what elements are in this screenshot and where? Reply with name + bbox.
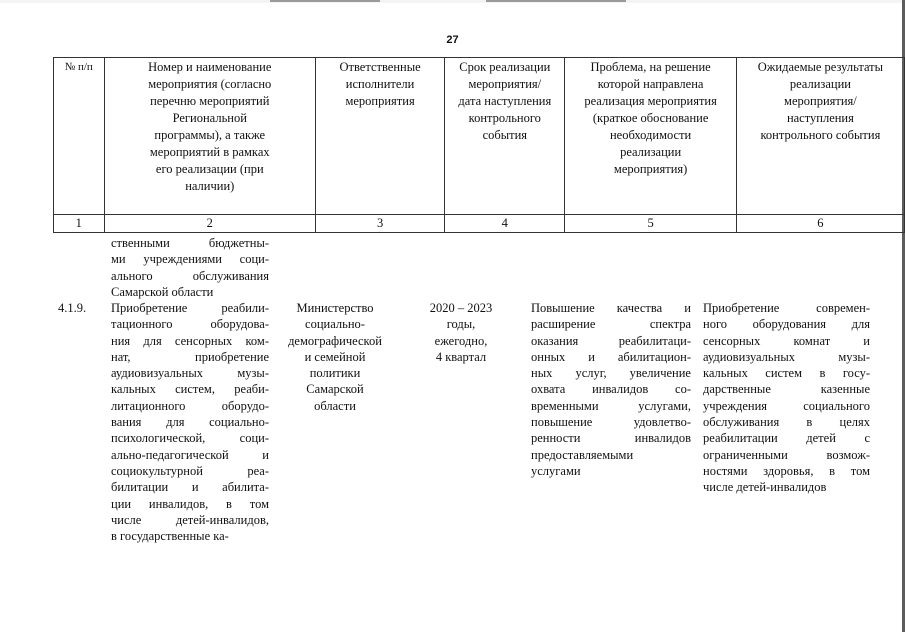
text-line: наличии) <box>185 179 235 193</box>
text-line: Приобретение современ- <box>703 301 870 315</box>
text-line: реализации <box>620 145 682 159</box>
text-line: вания для социально- <box>111 415 269 430</box>
text-line: наступления <box>786 111 854 125</box>
text-line: сенсорных комнат и <box>703 333 870 348</box>
text-line: ции инвалидов, в том <box>111 496 269 511</box>
text-line: социально- <box>305 317 365 332</box>
text-line: мероприятий в рамках <box>149 145 270 159</box>
text-line: мероприятия/ <box>468 77 542 91</box>
scan-edge-mark <box>270 0 380 2</box>
header-term <box>445 58 565 215</box>
text-line: перечню мероприятий <box>150 94 270 108</box>
text-line: Ответственные <box>339 60 421 74</box>
column-number: 6 <box>736 215 904 233</box>
text-line: Региональной <box>172 111 247 125</box>
text-line: Срок реализации <box>459 60 551 74</box>
text-line: контрольного <box>468 111 541 125</box>
text-line: дарственные казенные <box>703 382 870 397</box>
text-line: билитации и абилита- <box>111 480 269 495</box>
text-line: 2020 – 2023 <box>429 301 493 315</box>
text-line: аудиовизуальных музы- <box>703 349 870 364</box>
text-line: (краткое обоснование <box>592 111 709 125</box>
text-line: социокультурной реа- <box>111 463 269 478</box>
text-line: которой направлена <box>597 77 704 91</box>
text-line: ных услуг, увеличение <box>531 366 691 381</box>
text-line: Повышение качества и <box>531 301 691 315</box>
text-line: временными услугами, <box>531 398 691 413</box>
term-text <box>405 300 517 365</box>
column-number: 2 <box>104 215 315 233</box>
executor-text <box>279 300 391 414</box>
scan-top-edge <box>0 0 905 3</box>
text-line: ежегодно, <box>434 333 488 348</box>
page-number: 27 <box>446 34 459 46</box>
text-line: числе детей-инвалидов, <box>111 512 269 527</box>
text-line: охвата инвалидов со- <box>531 382 691 397</box>
text-line: реализация мероприятия <box>584 94 717 108</box>
text-line: мероприятия/ <box>784 94 857 108</box>
scan-edge-mark <box>486 0 626 2</box>
header-executors <box>315 58 444 215</box>
text-line: кальных систем в госу- <box>703 366 870 381</box>
text-line: литационного оборудо- <box>111 398 269 413</box>
text-line: услугами <box>531 463 581 478</box>
text-line: исполнители <box>345 77 415 91</box>
text-line: ния для сенсорных ком- <box>111 333 269 348</box>
text-line: мероприятия) <box>613 162 688 176</box>
text-line: ограниченными возмож- <box>703 447 870 462</box>
text-line: ально-педагогической и <box>111 447 269 462</box>
header-problem <box>565 58 736 215</box>
text-line: повышение удовлетво- <box>531 415 691 430</box>
header-results <box>736 58 904 215</box>
text-line: 4 квартал <box>435 349 487 364</box>
text-line: предоставляемыми <box>531 447 634 462</box>
event-name-text <box>111 300 269 544</box>
text-line: числе детей-инвалидов <box>703 480 827 495</box>
text-line: аудиовизуальных музы- <box>111 366 269 381</box>
text-line: Приобретение реабили- <box>111 301 269 315</box>
text-line: в государственные ка- <box>111 529 229 544</box>
text-line: мероприятия <box>345 94 415 108</box>
text-line: онных и абилитацион- <box>531 349 691 364</box>
column-numbers-row <box>54 215 905 233</box>
text-line: Номер и наименование <box>148 60 272 74</box>
column-number: 3 <box>315 215 444 233</box>
text-line: политики <box>309 366 361 381</box>
continuation-text <box>111 235 269 300</box>
text-line: обслуживания в целях <box>703 415 870 430</box>
text-line: годы, <box>446 317 476 332</box>
text-line: тационного оборудова- <box>111 317 269 332</box>
header-event-name <box>104 58 315 215</box>
text-line: расширение спектра <box>531 317 691 332</box>
text-line: ального обслуживания <box>111 268 269 283</box>
text-line: Самарской области <box>111 284 214 299</box>
problem-text <box>531 300 691 479</box>
text-line: программы), а также <box>154 128 266 142</box>
text-line: и семейной <box>304 349 366 364</box>
text-line: ностями здоровья, в том <box>703 463 870 478</box>
text-line: кальных систем, реаби- <box>111 382 269 397</box>
text-line: ренности инвалидов <box>531 431 691 446</box>
text-line: дата наступления <box>458 94 552 108</box>
text-line: необходимости <box>609 128 692 142</box>
text-line: ственными бюджетны- <box>111 236 269 250</box>
text-line: события <box>482 128 528 142</box>
column-number: 4 <box>445 215 565 233</box>
text-line: мероприятия (согласно <box>148 77 272 91</box>
text-line: Проблема, на решение <box>590 60 711 74</box>
text-line: его реализации (при <box>155 162 264 176</box>
text-line: области <box>314 398 356 413</box>
column-number: 1 <box>54 215 105 233</box>
header-number: № п/п <box>54 58 105 215</box>
text-line: реабилитации детей с <box>703 431 870 446</box>
row-number: 4.1.9. <box>58 301 87 315</box>
header-row <box>54 58 905 215</box>
text-line: Министерство <box>296 301 374 315</box>
column-number: 5 <box>565 215 736 233</box>
text-line: реализации <box>789 77 851 91</box>
table-header <box>53 57 905 233</box>
text-line: Самарской <box>306 382 364 397</box>
text-line: контрольного события <box>760 128 881 142</box>
text-line: Ожидаемые результаты <box>757 60 884 74</box>
results-text <box>703 300 870 496</box>
text-line: учреждения социального <box>703 398 870 413</box>
text-line: психологической, соци- <box>111 431 269 446</box>
text-line: демографической <box>288 333 382 348</box>
text-line: ного оборудования для <box>703 317 870 332</box>
text-line: ми учреждениями соци- <box>111 252 269 267</box>
text-line: оказания реабилитаци- <box>531 333 691 348</box>
text-line: нат, приобретение <box>111 349 269 364</box>
